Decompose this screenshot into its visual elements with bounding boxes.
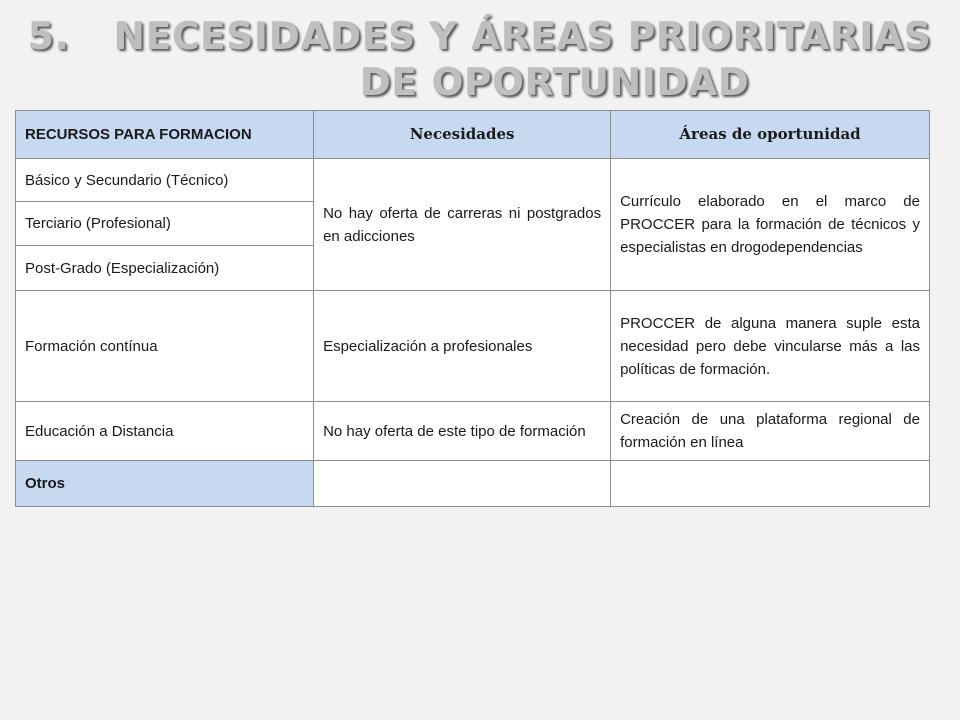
cell-formacion: Formación contínua — [16, 291, 314, 402]
cell-terciario: Terciario (Profesional) — [16, 202, 314, 246]
title-line-2: DE OPORTUNIDAD — [360, 61, 750, 104]
cell-postgrado: Post-Grado (Especialización) — [16, 246, 314, 291]
table-row — [16, 461, 930, 507]
cell-otros-area — [611, 461, 930, 507]
cell-formacion-area: PROCCER de alguna manera suple esta necesidad pero debe vincularse más a las políticas de formación. — [611, 291, 930, 402]
cell-group1-necesidad: No hay oferta de carreras ni postgrados en adicciones — [314, 159, 611, 291]
cell-otros-necesidad — [314, 461, 611, 507]
header-recursos: RECURSOS PARA FORMACION — [16, 111, 314, 159]
title-number: 5. — [28, 15, 70, 58]
needs-table — [15, 110, 930, 507]
title-line-1: NECESIDADES Y ÁREAS PRIORITARIAS — [113, 15, 932, 58]
table-row — [16, 402, 930, 461]
cell-formacion-necesidad: Especialización a profesionales — [314, 291, 611, 402]
cell-basico: Básico y Secundario (Técnico) — [16, 159, 314, 202]
table-row — [16, 159, 930, 202]
slide-title — [0, 14, 960, 106]
cell-distancia: Educación a Distancia — [16, 402, 314, 461]
header-areas: Áreas de oportunidad — [611, 111, 930, 159]
header-necesidades: Necesidades — [314, 111, 611, 159]
cell-distancia-area: Creación de una plataforma regional de formación en línea — [611, 402, 930, 461]
table-row — [16, 291, 930, 402]
cell-group1-area: Currículo elaborado en el marco de PROCCER para la formación de técnicos y especialistas en drogodependencias — [611, 159, 930, 291]
header-row — [16, 111, 930, 159]
cell-otros: Otros — [16, 461, 314, 507]
cell-distancia-necesidad: No hay oferta de este tipo de formación — [314, 402, 611, 461]
